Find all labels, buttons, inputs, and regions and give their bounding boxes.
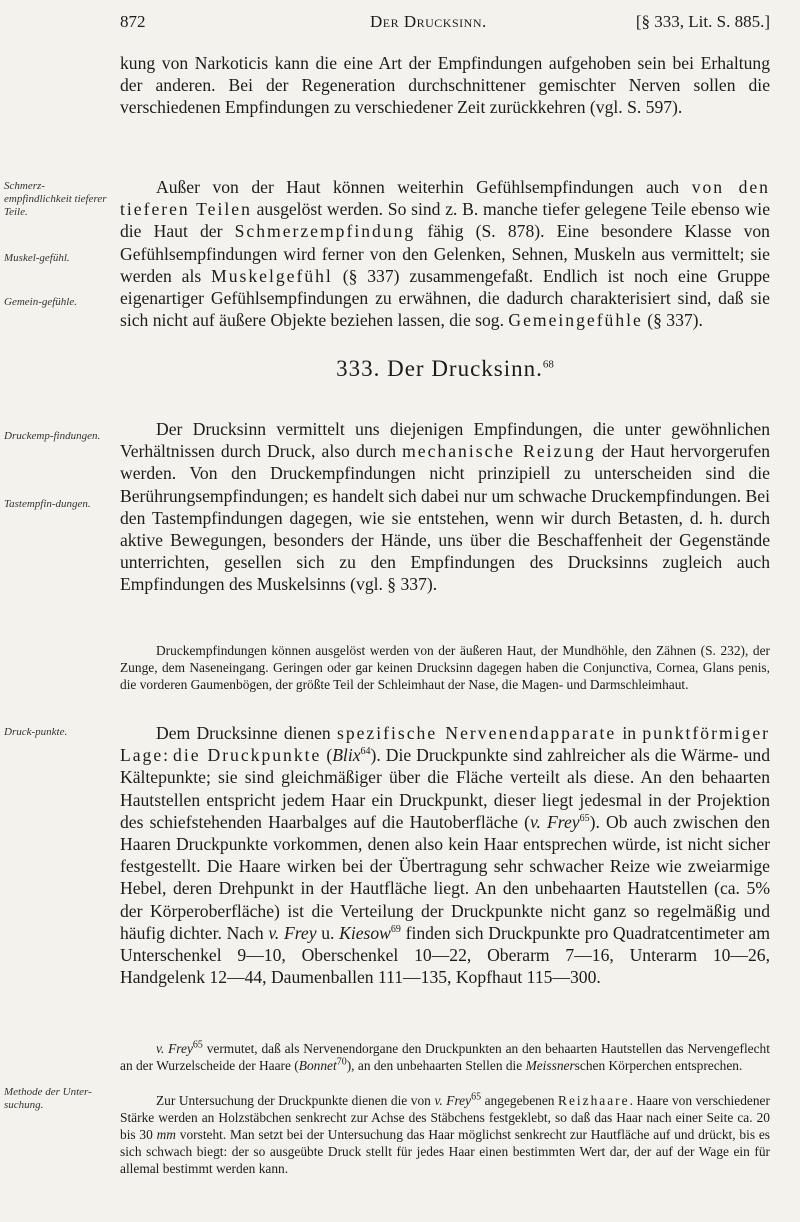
smallprint-text: v. Frey$^{65}$ vermutet, daß als Nervenendorgane den Druckpunkten an den behaarten Hautstellen das Nervengeflecht an der Wurzelscheide der Haare (Bonnet$^{70}$), an den unbehaarten Stellen die Meissnerschen Körperchen entsprechen. — [120, 1039, 770, 1073]
margin-note-muskelgefuehl: Muskel-gefühl. — [4, 252, 70, 264]
running-title: Der Drucksinn. — [370, 12, 487, 31]
smallprint-text: Zur Untersuchung der Druckpunkte dienen die von v. Frey$^{65}$ angegebenen Reizhaare. Haare von verschiedener Stärke werden an Holzstäbchen senkrecht zur Achse des Stäbchens festgeklebt, so daß das Haar nach einer Seite ca. 20 bis 30 mm vorsteht. Man setzt bei der Untersuchung das Haar möglichst senkrecht zur Hautfläche auf und drückt, bis es sich schwach biegt: der so ausgeübte Druck stellt für jedes Haar einen bestimmten Wert dar, der auf der Wage ein für allemal bestimmt werden kann. — [120, 1091, 771, 1176]
paragraph-text: Dem Drucksinne dienen spezifische Nervenendapparate in punktförmiger Lage: die Druckpunkte (Blix$^{64}$). Die Druckpunkte sind zahlreicher als die Wärme- und Kältepunkte; sie sind gleichmäßiger über die Fläche verteilt als diese. An den behaarten Hautstellen entspricht jedem Haar ein Druckpunkt, dieser liegt jedesmal in der Projektion des schiefstehenden Haarbalges auf die Hautoberfläche (v. Frey$^{65}$). Ob auch zwischen den Haaren Druckpunkte vorkommen, denen also kein Haar entsprechen würde, ist nicht sicher festgestellt. Die Haare wirken bei der Übertragung sehr schwacher Reize wie zweiarmige Hebel, deren Drehpunkt in der Hautfläche liegt. An den unbehaarten Hautstellen (ca. 5% der Körperoberfläche) ist die Verteilung der Druckpunkte nicht ganz so regelmäßig und häufig dichter. Nach v. Frey u. Kiesow$^{69}$ finden sich Druckpunkte pro Quadratcentimeter am Unterschenkel 9—10, Oberschenkel 10—22, Oberarm 7—16, Unterarm 10—26, Handgelenk 12—44, Daumenballen 111—135, Kopfhaut 115—300. — [120, 723, 771, 988]
margin-note-schmerz: Schmerz-empfindlichkeit tieferer Teile. — [4, 180, 107, 218]
footnote-marker: 68 — [542, 358, 554, 371]
margin-note-methode: Methode der Unter-suchung. — [4, 1086, 92, 1111]
margin-note-tastempfindungen: Tastempfin-dungen. — [4, 498, 91, 510]
paragraph-drucksinn — [120, 418, 770, 596]
paragraph-tiefere-teile — [120, 176, 770, 331]
paragraph-druckpunkte — [120, 722, 770, 988]
paragraph-text: kung von Narkoticis kann die eine Art der Empfindungen aufgehoben sein bei Erhaltung der anderen. Bei der Regeneration durchschnittener gemischter Nerven sollen die verschiedenen Empfindungen zu verschiedener Zeit zurückkehren (vgl. S. 597). — [120, 53, 770, 118]
section-heading: 333. Der Drucksinn.$^{68}$ — [336, 356, 554, 381]
smallprint-text: Druckempfindungen können ausgelöst werden von der äußeren Haut, der Mundhöhle, den Zähnen (S. 232), der Zunge, dem Naseneingang. Geringen oder gar keinen Drucksinn dagegen haben die Conjunctiva, Cornea, Glans penis, die vorderen Gaumenbögen, der größte Teil der Schleimhaut der Nase, die Magen- und Darmschleimhaut. — [120, 643, 770, 692]
paragraph-text: Außer von der Haut können weiterhin Gefühlsempfindungen auch von den tieferen Teilen ausgelöst werden. So sind z. B. manche tiefer gelegene Teile ebenso wie die Haut der Schmerzempfindung fähig (S. 878). Eine besondere Klasse von Gefühlsempfindungen wird ferner von den Gelenken, Sehnen, Muskeln aus vermittelt; sie werden als Muskelgefühl (§ 337) zusammengefaßt. Endlich ist noch eine Gruppe eigenartiger Gefühlsempfindungen zu erwähnen, die dadurch charakterisiert sind, daß sie sich nicht auf äußere Objekte beziehen lassen, die sog. Gemeingefühle (§ 337). — [120, 177, 770, 331]
page-number: 872 — [120, 12, 146, 31]
margin-note-druckpunkte: Druck-punkte. — [4, 726, 68, 738]
margin-note-druckempfindungen: Druckemp-findungen. — [4, 430, 101, 442]
smallprint-druckempfindungen — [120, 642, 770, 693]
smallprint-nervenendorgane — [120, 1040, 770, 1074]
page-header — [120, 12, 770, 42]
margin-note-gemeingefuehle: Gemein-gefühle. — [4, 296, 77, 308]
smallprint-methode — [120, 1092, 770, 1177]
section-reference: [§ 333, Lit. S. 885.] — [635, 12, 770, 31]
paragraph-continuation — [120, 52, 770, 119]
paragraph-text: Der Drucksinn vermittelt uns diejenigen Empfindungen, die unter gewöhnlichen Verhältnissen durch Druck, also durch mechanische Reizung der Haut hervorgerufen werden. Von den Druckempfindungen nicht prinzipiell zu unterscheiden sind die Berührungsempfindungen; es handelt sich dabei nur um schwache Druckempfindungen. Bei den Tastempfindungen dagegen, wie sie entstehen, wenn wir durch Betasten, d. h. durch aktive Bewegungen, besonders der Hände, uns über die Beschaffenheit der Gegenstände unterrichten, gesellen sich zu den Empfindungen des Drucksinns zugleich auch Empfindungen des Muskelsinns (vgl. § 337). — [120, 419, 771, 595]
